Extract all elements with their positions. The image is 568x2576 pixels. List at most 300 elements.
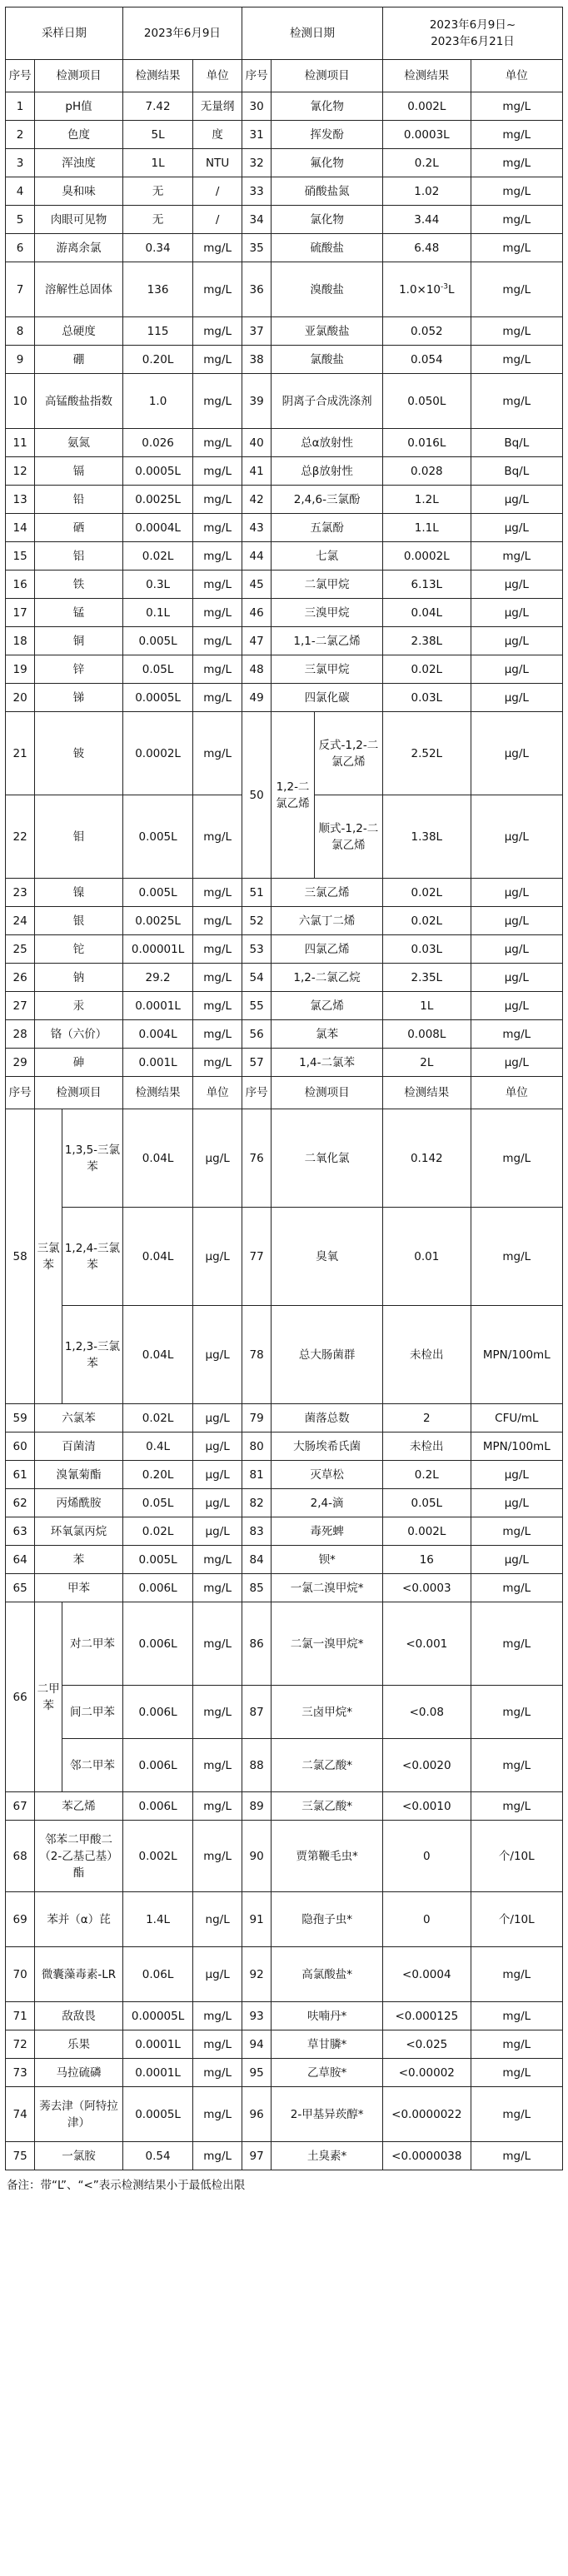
result-cell: 无 (122, 206, 192, 234)
item-cell: 浑浊度 (35, 149, 123, 177)
table-row (6, 1792, 563, 1821)
table-row (6, 627, 563, 655)
item-cell: 邻苯二甲酸二（2-乙基己基）酯 (35, 1821, 123, 1892)
result-cell: 0.00005L (122, 2002, 192, 2030)
result-cell: 0 (383, 1892, 471, 1947)
result-cell: 0.04L (122, 1208, 192, 1306)
unit-cell: μg/L (471, 712, 562, 795)
result-cell: 1.02 (383, 177, 471, 206)
item-cell: 铁 (35, 571, 123, 599)
result-cell: 7.42 (122, 92, 192, 121)
unit-cell: mg/L (193, 2030, 242, 2059)
result-cell: 0.0002L (383, 542, 471, 571)
unit-cell: mg/L (193, 571, 242, 599)
seq-cell: 34 (242, 206, 272, 234)
unit-cell: mg/L (193, 599, 242, 627)
unit-cell: mg/L (193, 907, 242, 935)
sub-item-cell: 对二甲苯 (62, 1602, 123, 1686)
seq-cell: 83 (242, 1517, 272, 1546)
unit-cell: μg/L (471, 486, 562, 514)
item-cell: 二氯一溴甲烷* (272, 1602, 383, 1686)
unit-cell: MPN/100mL (471, 1432, 562, 1461)
unit-cell: mg/L (471, 206, 562, 234)
item-cell: 硫酸盐 (272, 234, 383, 262)
unit-cell: mg/L (471, 1792, 562, 1821)
seq-cell: 5 (6, 206, 35, 234)
result-cell: 0.0001L (122, 2030, 192, 2059)
result-cell: 未检出 (383, 1432, 471, 1461)
seq-cell: 59 (6, 1404, 35, 1432)
item-cell: 铜 (35, 627, 123, 655)
result-cell: 未检出 (383, 1306, 471, 1404)
item-cell: 亚氯酸盐 (272, 317, 383, 346)
item-cell: 2,4,6-三氯酚 (272, 486, 383, 514)
seq-cell: 89 (242, 1792, 272, 1821)
test-date-start: 2023年6月9日~ (429, 18, 516, 32)
seq-cell: 26 (6, 964, 35, 992)
unit-cell: μg/L (471, 879, 562, 907)
unit-cell: mg/L (193, 234, 242, 262)
item-cell: 三氯乙烯 (272, 879, 383, 907)
result-cell: 0.03L (383, 935, 471, 964)
seq-cell: 8 (6, 317, 35, 346)
test-date-value (383, 7, 563, 60)
table-row (6, 1517, 563, 1546)
unit-cell: mg/L (193, 684, 242, 712)
unit-cell: μg/L (471, 992, 562, 1020)
table-row (6, 1049, 563, 1077)
unit-cell: mg/L (193, 457, 242, 486)
result-cell: 0.04L (122, 1109, 192, 1208)
unit-cell: μg/L (471, 1546, 562, 1574)
unit-cell: μg/L (193, 1208, 242, 1306)
result-cell: 0.0025L (122, 907, 192, 935)
seq-cell: 64 (6, 1546, 35, 1574)
group-cell: 二甲苯 (35, 1602, 62, 1792)
col-header-item: 检测项目 (35, 1077, 123, 1109)
sub-item-cell: 反式-1,2-二氯乙烯 (314, 712, 382, 795)
item-cell: 呋喃丹* (272, 2002, 383, 2030)
result-cell: 0.005L (122, 879, 192, 907)
unit-cell: mg/L (471, 1517, 562, 1546)
unit-cell: mg/L (471, 92, 562, 121)
seq-cell: 92 (242, 1947, 272, 2002)
seq-cell: 10 (6, 374, 35, 429)
unit-cell: / (193, 206, 242, 234)
result-cell: 0.001L (122, 1049, 192, 1077)
unit-cell: mg/L (193, 655, 242, 684)
seq-cell: 93 (242, 2002, 272, 2030)
seq-cell: 48 (242, 655, 272, 684)
unit-cell: mg/L (193, 1546, 242, 1574)
result-cell: 6.48 (383, 234, 471, 262)
table-row (6, 206, 563, 234)
table-row (6, 1404, 563, 1432)
item-cell: 高氯酸盐* (272, 1947, 383, 2002)
unit-cell: mg/L (471, 121, 562, 149)
unit-cell: μg/L (471, 1489, 562, 1517)
result-cell: 0.004L (122, 1020, 192, 1049)
result-cell: 0.02L (122, 1404, 192, 1432)
item-cell: 百菌清 (35, 1432, 123, 1461)
seq-cell: 69 (6, 1892, 35, 1947)
result-cell: 0.005L (122, 1546, 192, 1574)
seq-cell: 45 (242, 571, 272, 599)
item-cell: 隐孢子虫* (272, 1892, 383, 1947)
sub-item-cell: 顺式-1,2-二氯乙烯 (314, 795, 382, 879)
table-row (6, 429, 563, 457)
item-cell: 苯 (35, 1546, 123, 1574)
result-cell: 2.52L (383, 712, 471, 795)
result-cell: 0.142 (383, 1109, 471, 1208)
item-cell: 总α放射性 (272, 429, 383, 457)
seq-cell: 52 (242, 907, 272, 935)
seq-cell: 82 (242, 1489, 272, 1517)
result-cell (383, 262, 471, 317)
seq-cell: 49 (242, 684, 272, 712)
result-cell: 0.04L (122, 1306, 192, 1404)
unit-cell: mg/L (471, 2087, 562, 2142)
seq-cell: 2 (6, 121, 35, 149)
seq-cell: 32 (242, 149, 272, 177)
unit-cell: μg/L (471, 514, 562, 542)
item-cell: 氯乙烯 (272, 992, 383, 1020)
col-header-unit: 单位 (193, 60, 242, 92)
table-row (6, 2030, 563, 2059)
col-header-result: 检测结果 (122, 1077, 192, 1109)
result-cell: 0.02L (383, 907, 471, 935)
seq-cell: 97 (242, 2142, 272, 2170)
table-row (6, 457, 563, 486)
seq-cell: 12 (6, 457, 35, 486)
seq-cell: 3 (6, 149, 35, 177)
item-cell: 氯苯 (272, 1020, 383, 1049)
table-row (6, 542, 563, 571)
table-row (6, 1546, 563, 1574)
seq-cell: 75 (6, 2142, 35, 2170)
table-row (6, 514, 563, 542)
item-cell: 氟化物 (272, 149, 383, 177)
unit-cell: μg/L (193, 1432, 242, 1461)
seq-cell: 38 (242, 346, 272, 374)
result-cell: <0.0010 (383, 1792, 471, 1821)
item-cell: 一氯二溴甲烷* (272, 1574, 383, 1602)
unit-cell: mg/L (471, 1208, 562, 1306)
seq-cell: 4 (6, 177, 35, 206)
result-cell: 0.1L (122, 599, 192, 627)
result-cell: 136 (122, 262, 192, 317)
unit-cell: mg/L (193, 964, 242, 992)
group-cell: 1,2-二氯乙烯 (272, 712, 315, 879)
result-cell: <0.0003 (383, 1574, 471, 1602)
seq-cell: 87 (242, 1686, 272, 1739)
unit-cell: mg/L (193, 992, 242, 1020)
result-cell: 0.006L (122, 1792, 192, 1821)
result-cell: 0.06L (122, 1947, 192, 2002)
item-cell: 镉 (35, 457, 123, 486)
unit-cell: μg/L (471, 795, 562, 879)
seq-cell: 65 (6, 1574, 35, 1602)
result-cell: 0.016L (383, 429, 471, 457)
item-cell: 锌 (35, 655, 123, 684)
result-cell: 0.050L (383, 374, 471, 429)
table-row (6, 1821, 563, 1892)
item-cell: 微囊藻毒素-LR (35, 1947, 123, 2002)
result-cell: <0.00002 (383, 2059, 471, 2087)
unit-cell: mg/L (193, 542, 242, 571)
unit-cell: Bq/L (471, 429, 562, 457)
seq-cell: 43 (242, 514, 272, 542)
col-header-result: 检测结果 (383, 60, 471, 92)
seq-cell: 22 (6, 795, 35, 879)
col-header-seq: 序号 (242, 1077, 272, 1109)
seq-cell: 20 (6, 684, 35, 712)
unit-cell: mg/L (471, 1686, 562, 1739)
result-cell: 无 (122, 177, 192, 206)
table-row (6, 1020, 563, 1049)
unit-cell: μg/L (193, 1461, 242, 1489)
result-cell: 2 (383, 1404, 471, 1432)
unit-cell: NTU (193, 149, 242, 177)
item-cell: 铊 (35, 935, 123, 964)
item-cell: 铅 (35, 486, 123, 514)
result-cell: 0.0001L (122, 992, 192, 1020)
unit-cell: mg/L (471, 542, 562, 571)
unit-cell: mg/L (471, 262, 562, 317)
result-cell: 0.04L (383, 599, 471, 627)
item-cell: 硒 (35, 514, 123, 542)
footnote: 备注：带“L”、“<”表示检测结果小于最低检出限 (7, 2179, 246, 2192)
result-cell: <0.000125 (383, 2002, 471, 2030)
seq-cell: 95 (242, 2059, 272, 2087)
seq-cell: 47 (242, 627, 272, 655)
result-cell: 29.2 (122, 964, 192, 992)
result-cell: 0.028 (383, 457, 471, 486)
item-cell: 溴酸盐 (272, 262, 383, 317)
item-cell: 七氯 (272, 542, 383, 571)
item-cell: 1,1-二氯乙烯 (272, 627, 383, 655)
seq-cell: 36 (242, 262, 272, 317)
table-row (6, 712, 563, 795)
item-cell: 挥发酚 (272, 121, 383, 149)
seq-cell: 15 (6, 542, 35, 571)
seq-cell: 90 (242, 1821, 272, 1892)
table-row (6, 92, 563, 121)
seq-cell: 94 (242, 2030, 272, 2059)
table-row (6, 346, 563, 374)
result-cell: 0.05L (122, 1489, 192, 1517)
result-cell: 1L (122, 149, 192, 177)
item-cell: 总大肠菌群 (272, 1306, 383, 1404)
unit-cell: μg/L (471, 907, 562, 935)
report-document (5, 7, 563, 2197)
item-cell: 2,4-滴 (272, 1489, 383, 1517)
seq-cell: 88 (242, 1739, 272, 1792)
seq-cell: 28 (6, 1020, 35, 1049)
table-row (6, 2059, 563, 2087)
seq-cell: 80 (242, 1432, 272, 1461)
item-cell: 四氯化碳 (272, 684, 383, 712)
result-cell: 0.006L (122, 1602, 192, 1686)
unit-cell: mg/L (471, 2059, 562, 2087)
seq-cell: 81 (242, 1461, 272, 1489)
item-cell: 硼 (35, 346, 123, 374)
item-cell: 砷 (35, 1049, 123, 1077)
unit-cell: mg/L (193, 1686, 242, 1739)
item-cell: 三氯乙酸* (272, 1792, 383, 1821)
unit-cell: μg/L (193, 1306, 242, 1404)
item-cell: 银 (35, 907, 123, 935)
seq-cell: 61 (6, 1461, 35, 1489)
result-cell: 0.2L (383, 149, 471, 177)
item-cell: 硝酸盐氮 (272, 177, 383, 206)
table-row (6, 2002, 563, 2030)
table-row (6, 1602, 563, 1686)
item-cell: 乐果 (35, 2030, 123, 2059)
result-cell: 0.4L (122, 1432, 192, 1461)
seq-cell: 25 (6, 935, 35, 964)
seq-cell: 30 (242, 92, 272, 121)
item-cell: 马拉硫磷 (35, 2059, 123, 2087)
item-cell: 三氯甲烷 (272, 655, 383, 684)
sub-item-cell: 1,2,3-三氯苯 (62, 1306, 123, 1404)
result-cell: 0.05L (122, 655, 192, 684)
result-cell: <0.0004 (383, 1947, 471, 2002)
result-cell: 0.02L (122, 542, 192, 571)
item-cell: 总硬度 (35, 317, 123, 346)
result-cell: 0.0005L (122, 684, 192, 712)
item-cell: 钡* (272, 1546, 383, 1574)
seq-cell: 62 (6, 1489, 35, 1517)
unit-cell: mg/L (471, 1947, 562, 2002)
seq-cell: 55 (242, 992, 272, 1020)
header-row (6, 7, 563, 60)
unit-cell: mg/L (193, 1739, 242, 1792)
result-cell: 0.008L (383, 1020, 471, 1049)
result-cell: 0.054 (383, 346, 471, 374)
table-row (6, 655, 563, 684)
item-cell: 草甘膦* (272, 2030, 383, 2059)
result-suffix: L (448, 282, 455, 296)
unit-cell: mg/L (471, 2142, 562, 2170)
item-cell: 锰 (35, 599, 123, 627)
result-cell: 2.38L (383, 627, 471, 655)
result-cell: 0.2L (383, 1461, 471, 1489)
item-cell: 五氯酚 (272, 514, 383, 542)
result-cell: 1.0 (122, 374, 192, 429)
item-cell: 四氯乙烯 (272, 935, 383, 964)
item-cell: 甲苯 (35, 1574, 123, 1602)
table-row (6, 177, 563, 206)
unit-cell: mg/L (193, 374, 242, 429)
result-cell: 0.34 (122, 234, 192, 262)
unit-cell: mg/L (471, 177, 562, 206)
item-cell: 灭草松 (272, 1461, 383, 1489)
table-row (6, 1739, 563, 1792)
table-row (6, 374, 563, 429)
item-cell: pH值 (35, 92, 123, 121)
sub-item-cell: 邻二甲苯 (62, 1739, 123, 1792)
result-cell: 1.4L (122, 1892, 192, 1947)
seq-cell: 56 (242, 1020, 272, 1049)
result-cell: 0.002L (383, 1517, 471, 1546)
item-cell: 汞 (35, 992, 123, 1020)
seq-cell: 67 (6, 1792, 35, 1821)
item-cell: 氯化物 (272, 206, 383, 234)
table-row (6, 486, 563, 514)
table-row (6, 571, 563, 599)
item-cell: 丙烯酰胺 (35, 1489, 123, 1517)
result-cell: 6.13L (383, 571, 471, 599)
result-cell: 0.0002L (122, 712, 192, 795)
seq-cell: 19 (6, 655, 35, 684)
seq-cell: 29 (6, 1049, 35, 1077)
seq-cell: 7 (6, 262, 35, 317)
unit-cell: mg/L (471, 2002, 562, 2030)
item-cell: 高锰酸盐指数 (35, 374, 123, 429)
unit-cell: mg/L (193, 627, 242, 655)
item-cell: 二氯甲烷 (272, 571, 383, 599)
col-header-unit: 单位 (471, 1077, 562, 1109)
result-cell: 0.0025L (122, 486, 192, 514)
result-cell: 0.026 (122, 429, 192, 457)
result-exponent: -3 (441, 282, 449, 291)
unit-cell: Bq/L (471, 457, 562, 486)
unit-cell: mg/L (193, 1574, 242, 1602)
unit-cell: μg/L (193, 1489, 242, 1517)
result-cell: 1L (383, 992, 471, 1020)
unit-cell: mg/L (471, 346, 562, 374)
sample-date-label: 采样日期 (6, 7, 123, 60)
unit-cell: mg/L (193, 486, 242, 514)
result-cell: 0.02L (122, 1517, 192, 1546)
item-cell: 1,4-二氯苯 (272, 1049, 383, 1077)
seq-cell: 70 (6, 1947, 35, 2002)
item-cell: 锑 (35, 684, 123, 712)
result-cell: 0.3L (122, 571, 192, 599)
result-cell: 0.01 (383, 1208, 471, 1306)
seq-cell: 76 (242, 1109, 272, 1208)
col-header-seq: 序号 (6, 1077, 35, 1109)
table-row (6, 1892, 563, 1947)
seq-cell: 84 (242, 1546, 272, 1574)
item-cell: 苯乙烯 (35, 1792, 123, 1821)
item-cell: 1,2-二氯乙烷 (272, 964, 383, 992)
result-cell: <0.0000022 (383, 2087, 471, 2142)
seq-cell: 33 (242, 177, 272, 206)
unit-cell: mg/L (193, 514, 242, 542)
seq-cell: 1 (6, 92, 35, 121)
table-row (6, 317, 563, 346)
result-cell: <0.0000038 (383, 2142, 471, 2170)
unit-cell: mg/L (471, 374, 562, 429)
result-cell: 0.0005L (122, 457, 192, 486)
result-cell: 5L (122, 121, 192, 149)
test-date-end: 2023年6月21日 (431, 35, 515, 48)
unit-cell: mg/L (471, 234, 562, 262)
unit-cell: mg/L (471, 2030, 562, 2059)
item-cell: 菌落总数 (272, 1404, 383, 1432)
item-cell: 贾第鞭毛虫* (272, 1821, 383, 1892)
col-header-seq: 序号 (242, 60, 272, 92)
unit-cell: mg/L (193, 346, 242, 374)
table-row (6, 149, 563, 177)
unit-cell: μg/L (471, 1049, 562, 1077)
table-row (6, 1686, 563, 1739)
seq-cell: 13 (6, 486, 35, 514)
col-header-result: 检测结果 (383, 1077, 471, 1109)
result-cell: 0.005L (122, 795, 192, 879)
